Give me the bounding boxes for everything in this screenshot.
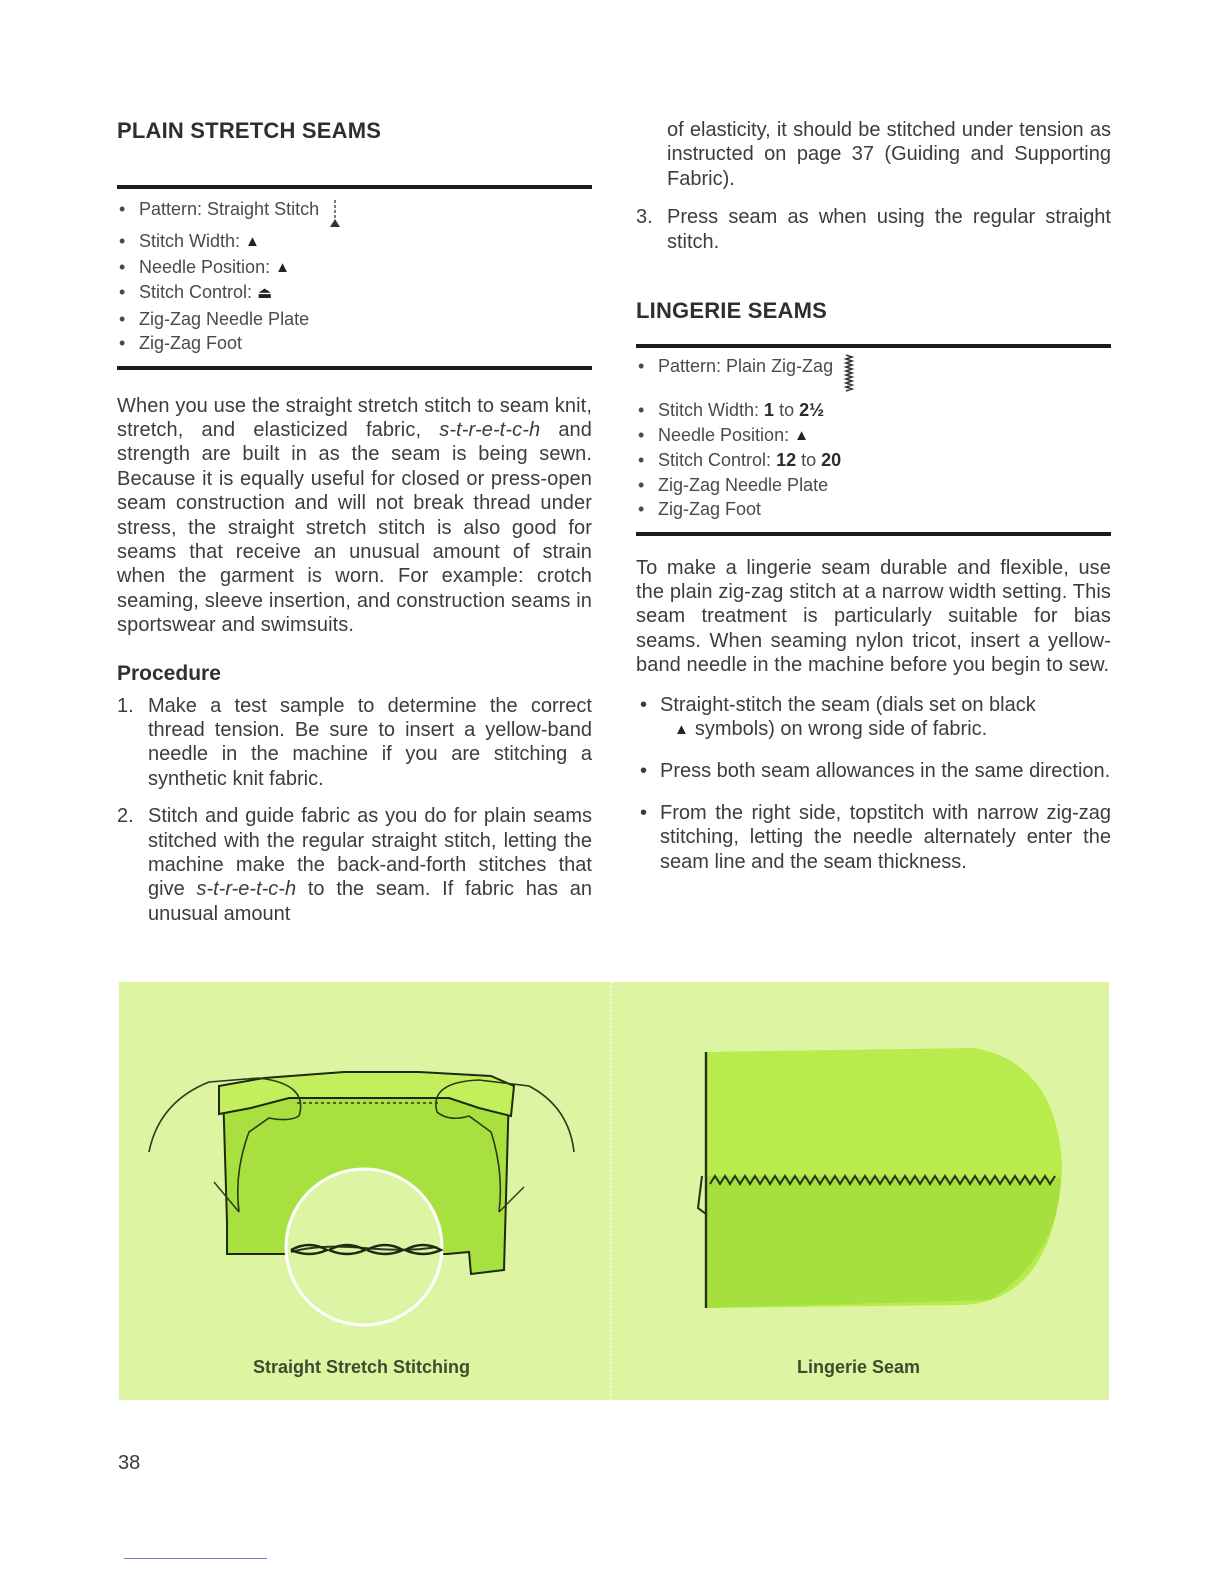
spec-needle-position: • Needle Position: ▲	[117, 255, 592, 281]
spec-bottom-rule	[117, 366, 592, 370]
right-column	[636, 118, 1111, 874]
procedure-step-1: 1. Make a test sample to determine the correct thread tension. Be sure to insert a yellow-band needle in the machine if you are stitching a synthetic knit fabric.	[117, 694, 592, 790]
spec-foot: • Zig-Zag Foot	[636, 497, 1111, 522]
spec-top-rule	[117, 185, 592, 189]
spec-stitch-control: • Stitch Control: 12 to 20	[636, 448, 1111, 473]
lingerie-seam-illustration	[610, 982, 1109, 1400]
plain-stretch-intro: When you use the straight stretch stitch to seam knit, stretch, and elasticized fabric, s-t-r-e-t-c-h and strength are built in as the seam is being sewn. Because it is equally useful for closed or press-open seam construction and will not break thread under stress, the straight stretch stitch is also good for seams that receive an unusual amount of strain when the garment is worn. For example: crotch seaming, sleeve insertion, and construction seams in sportswear and swimsuits.	[117, 394, 592, 637]
straight-stitch-icon	[328, 199, 342, 229]
spec-pattern: • Pattern: Straight Stitch	[117, 197, 592, 229]
left-figure-caption: Straight Stretch Stitching	[253, 1357, 471, 1377]
page-number: 38	[118, 1452, 141, 1474]
triangle-symbol-icon: ▲	[245, 233, 260, 250]
spec-foot: • Zig-Zag Foot	[117, 331, 592, 356]
lingerie-step-1: • Straight-stitch the seam (dials set on black ▲ symbols) on wrong side of fabric.	[636, 693, 1111, 743]
footer-link-line	[124, 1558, 267, 1559]
procedure-step-2: 2. Stitch and guide fabric as you do for plain seams stitched with the regular straight stitch, letting the machine make the back-and-forth stitches that give s-t-r-e-t-c-h to the seam. If fabric has an unusual amount	[117, 805, 592, 925]
lingerie-step-3: • From the right side, topstitch with narrow zig-zag stitching, letting the needle alternately enter the seam line and the seam thickness.	[636, 801, 1111, 874]
procedure-step-2-continued: of elasticity, it should be stitched under tension as instructed on page 37 (Guiding and Supporting Fabric).	[667, 119, 1111, 190]
zigzag-stitch-icon	[842, 354, 856, 398]
lingerie-intro: To make a lingerie seam durable and flexible, use the plain zig-zag stitch at a narrow width setting. This seam treatment is particularly suitable for bias seams. When seaming nylon tricot, insert a yellow-band needle in the machine before you begin to sew.	[636, 556, 1111, 677]
procedure-steps-continued	[636, 118, 1111, 254]
left-column	[117, 118, 592, 926]
plain-stretch-seams-title: PLAIN STRETCH SEAMS	[117, 118, 382, 143]
lingerie-steps	[636, 693, 1111, 874]
lingerie-spec-top-rule	[636, 344, 1111, 348]
spec-stitch-width: • Stitch Width: ▲	[117, 229, 592, 255]
lingerie-step-2: • Press both seam allowances in the same direction.	[636, 759, 1111, 783]
stretch-control-knob-icon: ⏏	[257, 285, 273, 302]
straight-stretch-illustration	[119, 982, 610, 1400]
lingerie-spec-bottom-rule	[636, 532, 1111, 536]
spec-stitch-width: • Stitch Width: 1 to 2½	[636, 398, 1111, 423]
spec-needle-position: • Needle Position: ▲	[636, 423, 1111, 449]
triangle-symbol-icon: ▲	[794, 426, 809, 444]
illustration-panel	[119, 982, 1109, 1400]
procedure-steps	[117, 694, 592, 927]
spec-needle-plate: • Zig-Zag Needle Plate	[636, 473, 1111, 498]
procedure-title: Procedure	[117, 661, 221, 685]
spec-stitch-control: • Stitch Control: ⏏	[117, 280, 592, 307]
spec-needle-plate: • Zig-Zag Needle Plate	[117, 307, 592, 332]
procedure-step-3: 3. Press seam as when using the regular straight stitch.	[636, 206, 1111, 253]
lingerie-spec-list	[636, 354, 1111, 522]
spec-pattern: • Pattern: Plain Zig-Zag	[636, 354, 1111, 398]
plain-stretch-spec-list	[117, 197, 592, 356]
lingerie-seams-title: LINGERIE SEAMS	[636, 298, 828, 324]
black-triangle-icon: ▲	[674, 720, 689, 738]
right-figure-caption: Lingerie Seam	[797, 1357, 921, 1377]
triangle-symbol-icon: ▲	[275, 258, 290, 276]
